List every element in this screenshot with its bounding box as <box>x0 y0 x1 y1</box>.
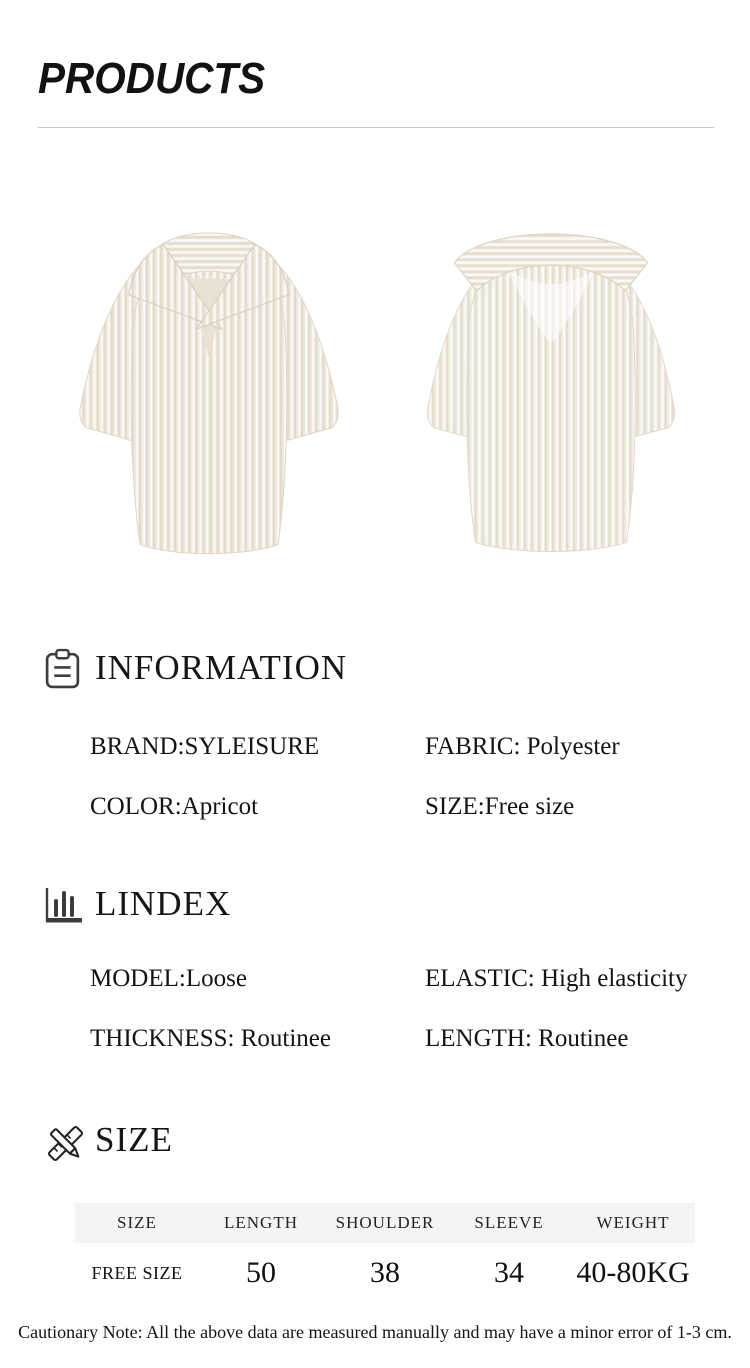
spec-brand: BRAND:SYLEISURE <box>90 733 320 760</box>
product-image-front <box>40 188 378 596</box>
size-heading: SIZE <box>95 1120 173 1159</box>
size-table-header-cell: SLEEVE <box>474 1213 544 1232</box>
size-table-cell: 38 <box>370 1256 400 1289</box>
size-table-cell: 50 <box>246 1256 276 1289</box>
size-table-header-row <box>75 1203 695 1243</box>
size-table-header-cell: LENGTH <box>224 1213 298 1232</box>
spec-elastic: ELASTIC: High elasticity <box>425 965 688 992</box>
size-table-data-row <box>75 1243 695 1303</box>
spec-length: LENGTH: Routinee <box>425 1025 629 1052</box>
spec-thickness: THICKNESS: Routinee <box>90 1025 331 1052</box>
information-heading: INFORMATION <box>95 648 348 687</box>
ruler-pencil-icon <box>43 1120 88 1167</box>
clipboard-icon <box>45 648 80 689</box>
bar-chart-icon <box>44 884 84 926</box>
product-image-back <box>390 192 712 590</box>
size-table-header-cell: SIZE <box>117 1213 157 1232</box>
spec-size: SIZE:Free size <box>425 793 575 820</box>
size-table-header-cell: SHOULDER <box>335 1213 435 1232</box>
spec-fabric: FABRIC: Polyester <box>425 733 620 760</box>
spec-color: COLOR:Apricot <box>90 793 259 820</box>
page-title: PRODUCTS <box>38 54 266 103</box>
size-table-cell: FREE SIZE <box>91 1262 183 1283</box>
spec-model: MODEL:Loose <box>90 965 247 992</box>
lindex-heading: LINDEX <box>95 884 232 923</box>
size-table-cell: 34 <box>494 1256 524 1289</box>
size-table-cell: 40-80KG <box>576 1256 690 1289</box>
title-divider <box>38 127 714 128</box>
size-table <box>75 1203 695 1303</box>
size-table-header-cell: WEIGHT <box>596 1213 670 1232</box>
lindex-specs <box>90 965 720 1085</box>
cautionary-note: Cautionary Note: All the above data are measured manually and may have a minor error of 1-3 cm. <box>18 1322 732 1342</box>
information-specs <box>90 733 720 853</box>
